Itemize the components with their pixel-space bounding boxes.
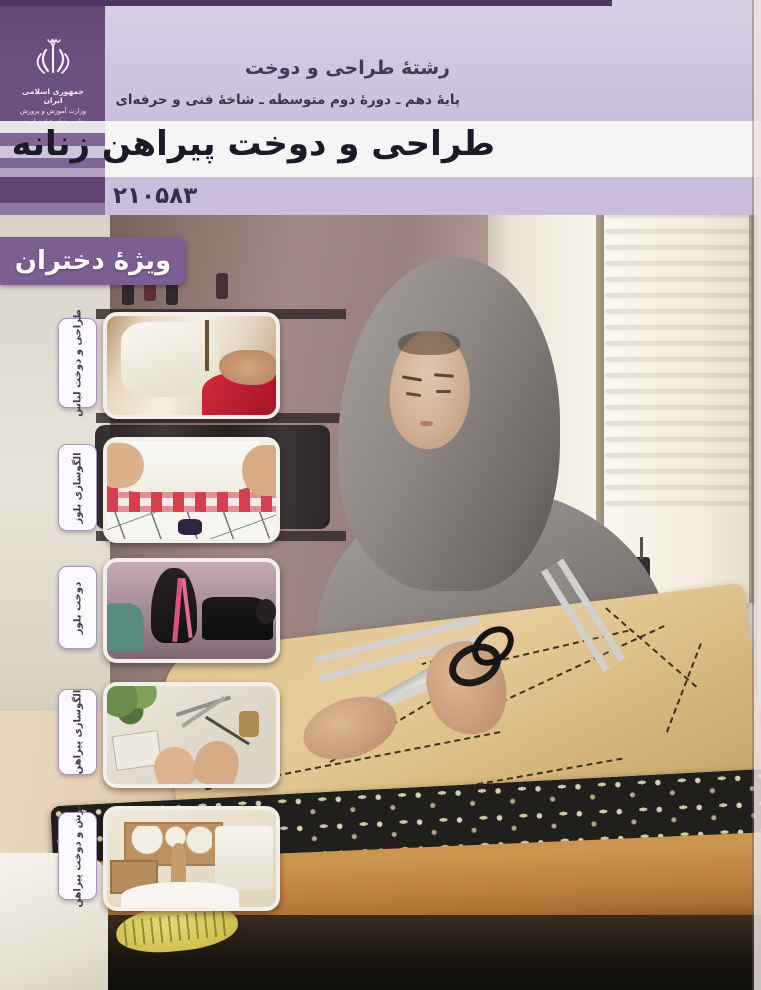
emblem-line3: تعلیم و تعلم عبادت است: [22, 118, 84, 125]
chapter-label-1: طراحی و دوخت لباس: [58, 318, 97, 408]
chapter-thumb-4: [103, 682, 280, 788]
table-shadow: [0, 915, 761, 990]
field-line: رشتهٔ طراحی و دوخت: [244, 57, 450, 79]
chapter-thumb-3: [103, 558, 280, 663]
emblem-line1: جمهوری اسلامی ایران: [22, 87, 84, 105]
chapter-thumb-1: [103, 312, 280, 419]
miniature-machine-shape: [215, 826, 272, 890]
grade-line: پایهٔ دهم ـ دورهٔ دوم متوسطه ـ شاخهٔ فنی و حرفه‌ای: [115, 92, 460, 108]
chapter-label-2: الگوسازی بلوز: [58, 444, 97, 531]
chapter-label-4: الگوسازی پیراهن: [58, 689, 97, 775]
plant-shape: [103, 682, 171, 729]
chapter-thumb-5: [103, 806, 280, 911]
iran-emblem-icon: [14, 38, 92, 84]
window-blinds: [605, 213, 755, 513]
book-code: ۲۱۰۵۸۳: [113, 183, 198, 209]
emblem-line2: وزارت آموزش و پرورش: [19, 107, 86, 115]
chapter-label-5: برش و دوخت پیراهن: [58, 812, 97, 900]
top-edge-strip: [0, 0, 612, 6]
paper-pattern-shape: [124, 441, 259, 492]
scan-edge: [752, 0, 761, 990]
chapter-label-3: دوخت بلوز: [58, 566, 97, 649]
audience-badge-label: ویژهٔ دختران: [14, 246, 172, 276]
book-title: طراحی و دوخت پیراهن زنانه: [11, 124, 495, 164]
chapter-thumb-2: [103, 437, 280, 543]
hand-shape: [242, 445, 280, 496]
thread-spool: [216, 273, 228, 299]
audience-badge: [0, 237, 186, 285]
code-band: [105, 177, 761, 215]
